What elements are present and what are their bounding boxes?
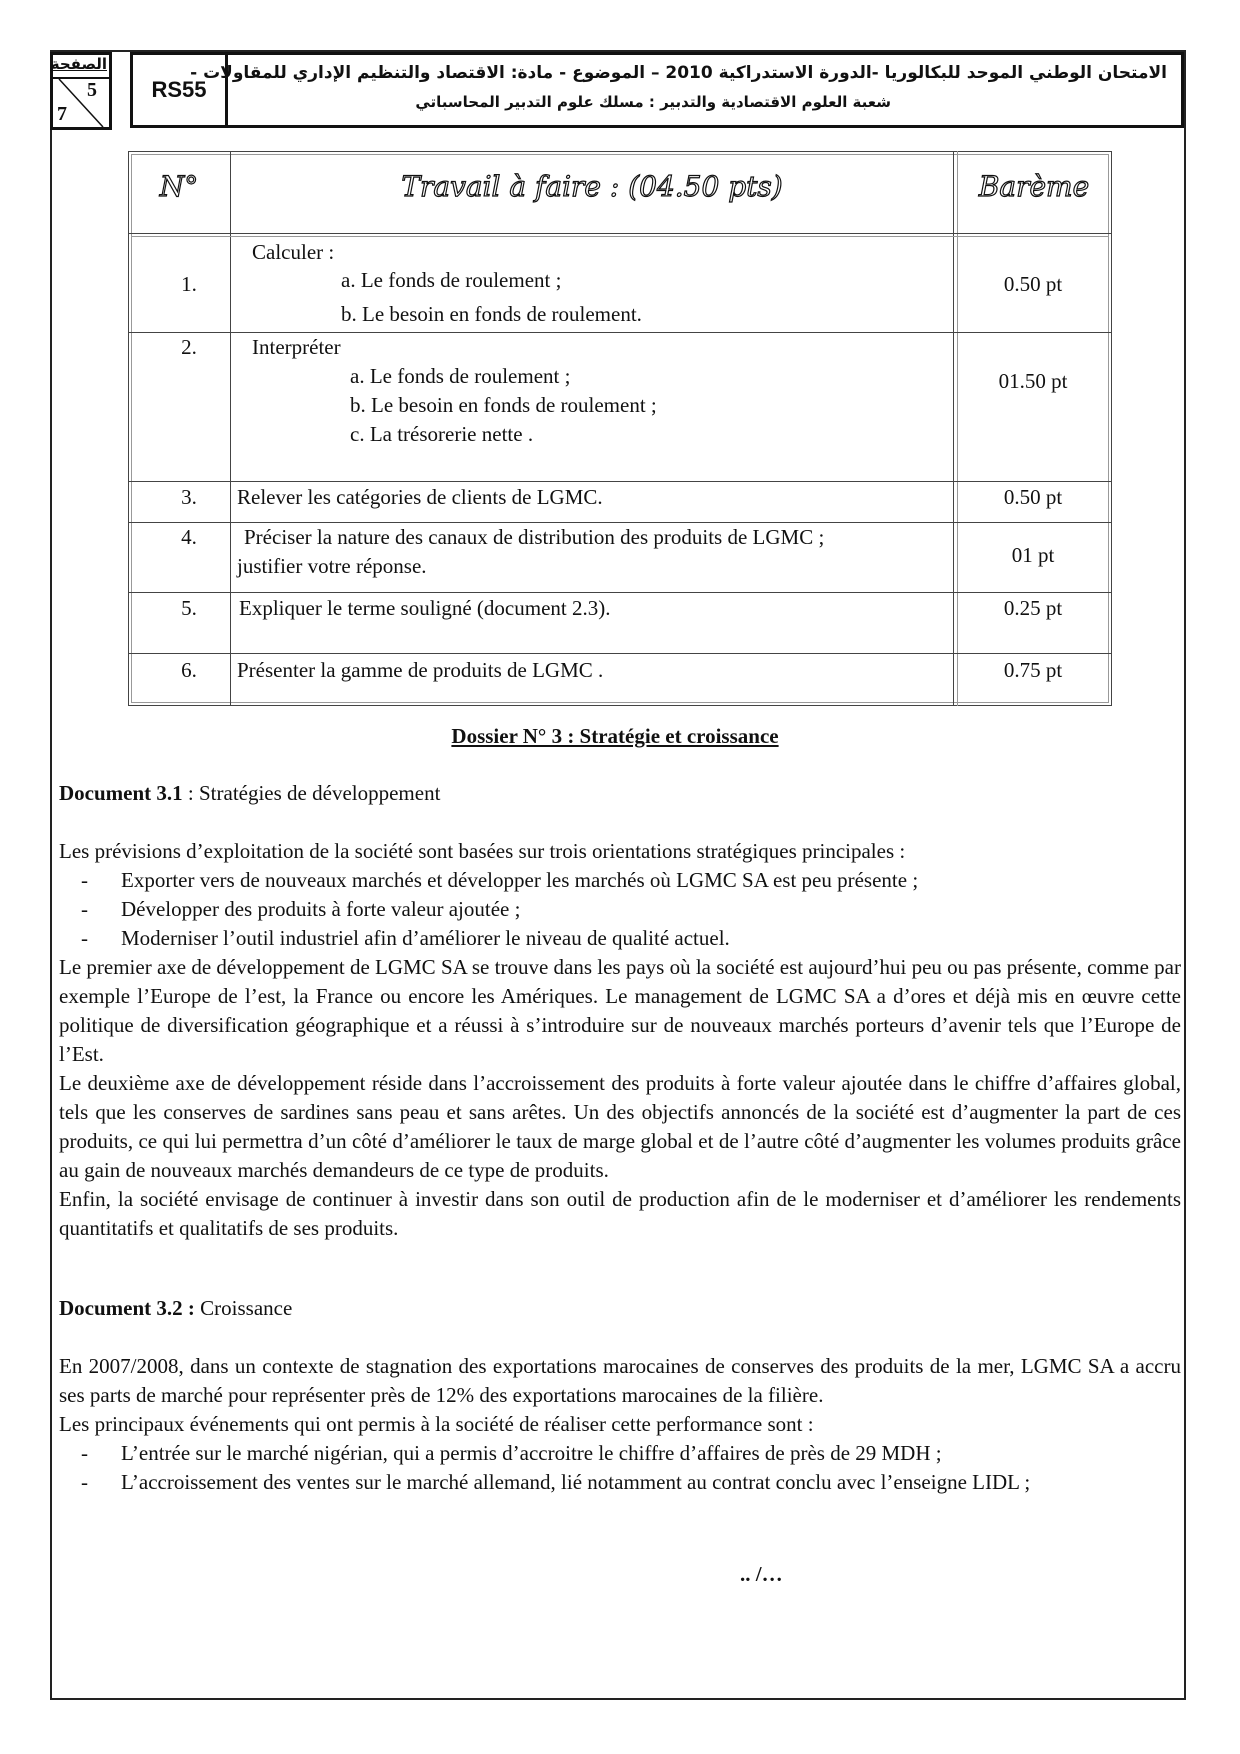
row-line: Interpréter [252,335,341,359]
header-num: N° [159,170,199,203]
row-score: 0.50 pt [1003,485,1063,509]
list-item: - Moderniser l’outil industriel afin d’améliorer le niveau de qualité actuel. [81,926,730,950]
exam-header [130,52,1184,128]
exam-code: RS55 [133,55,228,125]
header-task: Travail à faire : (04.50 pts) [401,170,783,203]
doc32-title: Croissance [194,1296,293,1320]
dossier-title: Dossier N° 3 : Stratégie et croissance [451,724,779,748]
row-score: 0.50 pt [1003,272,1063,296]
row-line: a. Le fonds de roulement ; [341,268,562,292]
document-3-1 [59,779,1181,1243]
row-num: 6. [181,658,197,682]
document-3-2 [59,1294,1181,1497]
row-line: a. Le fonds de roulement ; [350,364,571,388]
paragraph: Enfin, la société envisage de continuer à investir dans son outil de production afin de le moderniser et d’améliorer les rendements quantitatifs et qualitatifs de ses produits. [59,1187,1181,1240]
row-line: Calculer : [252,240,335,264]
row-line: b. Le besoin en fonds de roulement. [341,302,642,326]
row-line: Relever les catégories de clients de LGMC. [237,485,603,509]
row-score: 01.50 pt [998,369,1068,393]
page-number-box [50,52,112,130]
paragraph: Le deuxième axe de développement réside dans l’accroissement des produits à forte valeur ajoutée dans le chiffre d’affaires global, tels que les conserves de sardines sans peau et sans arêtes. Un des objectifs annoncés de la société est d’augmenter la part de ces produits, ce qui lui permettra d’un côté d’améliorer le taux de marge global et de l’autre côté d’augmenter les volumes produits grâce au gain de nouveaux marchés demandeurs de ce type de produits. [59,1071,1181,1182]
list-item: - L’accroissement des ventes sur le marché allemand, lié notamment au contrat conclu avec l’enseigne LIDL ; [81,1470,1031,1494]
row-num: 3. [181,485,197,509]
row-score: 0.25 pt [1003,596,1063,620]
page-label: الصفحة [50,55,107,73]
header-score: Barème [978,170,1090,203]
continuation-mark: .. /… [740,1562,783,1586]
row-num: 2. [181,335,197,359]
exam-title-line2: شعبة العلوم الاقتصادية والتدبير : مسلك علوم التدبير المحاسباتي [415,93,891,111]
doc31-intro: Les prévisions d’exploitation de la société sont basées sur trois orientations stratégiques principales : [59,839,906,863]
row-line: Présenter la gamme de produits de LGMC . [237,658,604,682]
exam-title-line1: الامتحان الوطني الموحد للبكالوريا -الدورة الاستدراكية 2010 – الموضوع - مادة: الاقتصاد والتنظيم الإداري للمقاولات - [190,63,1167,83]
page-total: 7 [57,103,67,125]
row-num: 1. [181,272,197,296]
doc32-label: Document 3.2 : [59,1296,195,1320]
row-num: 5. [181,596,197,620]
row-num: 4. [181,525,197,549]
page-current: 5 [87,79,97,101]
doc32-intro2: Les principaux événements qui ont permis à la société de réaliser cette performance sont : [59,1412,814,1436]
list-item: - Développer des produits à forte valeur ajoutée ; [81,897,521,921]
doc31-label: Document 3.1 [59,781,183,805]
row-line: c. La trésorerie nette . [350,422,534,446]
row-score: 01 pt [1011,543,1055,567]
row-score: 0.75 pt [1003,658,1063,682]
row-line: b. Le besoin en fonds de roulement ; [350,393,657,417]
row-line: justifier votre réponse. [237,554,427,578]
paragraph: Le premier axe de développement de LGMC SA se trouve dans les pays où la société est aujourd’hui peu ou pas présente, comme par exemple l’Europe de l’est, la France ou encore les Amériques. Le management de LGMC SA a d’ores et déjà mis en œuvre cette politique de diversification géographique et a réussi à s’introduire sur de nouveaux marchés porteurs d’avenir tels que l’Europe de l’Est. [59,955,1181,1066]
row-line: Expliquer le terme souligné (document 2.3). [239,596,611,620]
doc31-title: : Stratégies de développement [182,781,441,805]
list-item: - L’entrée sur le marché nigérian, qui a permis d’accroitre le chiffre d’affaires de près de 29 MDH ; [81,1441,942,1465]
list-item: - Exporter vers de nouveaux marchés et développer les marchés où LGMC SA est peu présente ; [81,868,919,892]
doc32-intro: En 2007/2008, dans un contexte de stagnation des exportations marocaines de conserves des produits de la mer, LGMC SA a accru ses parts de marché pour représenter près de 12% des exportations marocaines de la filière. [59,1354,1181,1407]
row-line: Préciser la nature des canaux de distribution des produits de LGMC ; [244,525,825,549]
